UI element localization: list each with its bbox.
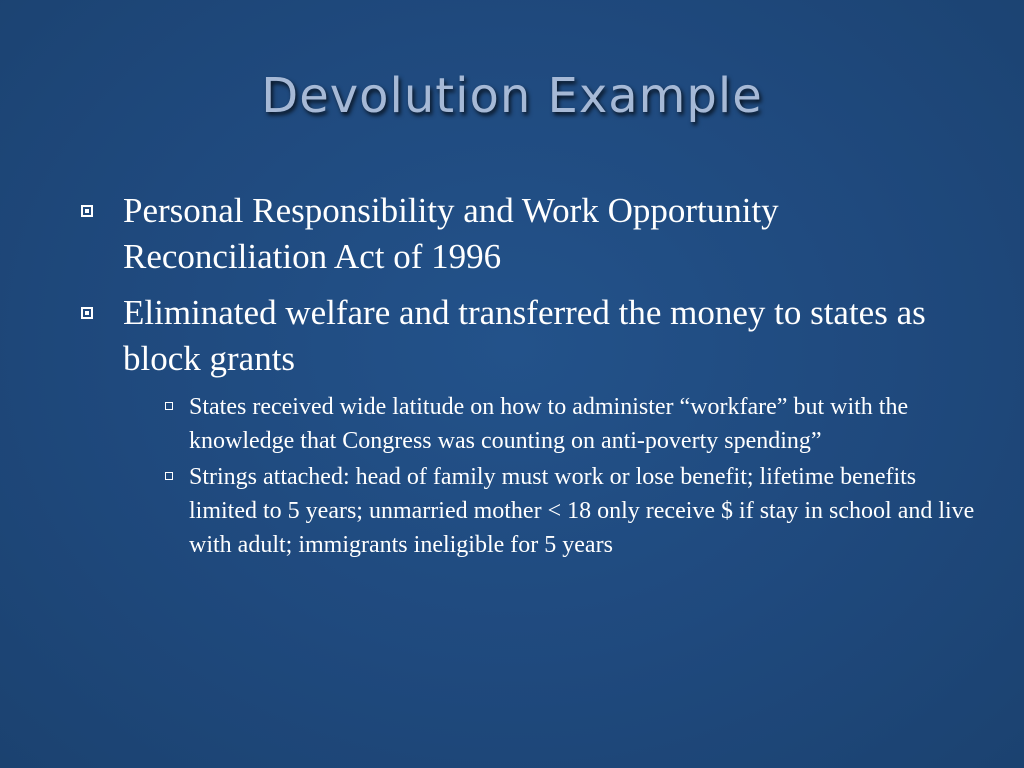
small-square-bullet-icon [165, 402, 173, 410]
small-square-bullet-icon [165, 472, 173, 480]
slide-title: Devolution Example [261, 68, 763, 124]
bullet-item-2 [78, 290, 978, 382]
sub-bullet-text: States received wide latitude on how to administer “workfare” but with the knowledge that Congress was counting on anti-poverty spending” [189, 394, 909, 454]
bullet-text: Eliminated welfare and transferred the money to states as block grants [123, 293, 926, 378]
sub-bullet-text: Strings attached: head of family must work or lose benefit; lifetime benefits limited to 5 years; unmarried mother < 18 only receive $ if stay in school and live with adult; immigrants ineligible for 5 years [189, 464, 975, 558]
sub-bullet-item-1 [165, 390, 978, 458]
sub-bullet-list [78, 390, 978, 562]
bullet-item-1 [78, 188, 978, 280]
bullet-text: Personal Responsibility and Work Opportunity Reconciliation Act of 1996 [123, 191, 779, 276]
square-bullet-icon [81, 205, 93, 217]
slide-body [78, 188, 978, 564]
sub-bullet-item-2 [165, 460, 978, 562]
square-bullet-icon [81, 307, 93, 319]
